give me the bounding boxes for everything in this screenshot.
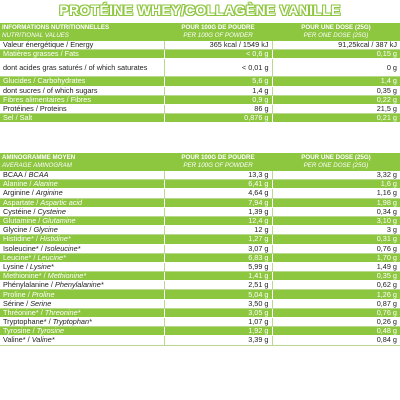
amino-value-per-dose: 0,87 g: [272, 299, 400, 308]
amino-acid-separator: /: [30, 326, 37, 336]
amino-value-per100g: 1,27 g: [164, 235, 272, 244]
amino-value-per100g: 1,92 g: [164, 327, 272, 336]
nutrition-header-col1: INFORMATIONS NUTRITIONNELLES NUTRITIONAL VALUES: [0, 23, 164, 41]
amino-value-per-dose: 1,6 g: [272, 180, 400, 189]
amino-acid-separator: /: [25, 289, 32, 299]
aminogram-row: [0, 290, 400, 299]
amino-value-per100g: 5,99 g: [164, 262, 272, 271]
amino-value-per-dose: 0,34 g: [272, 207, 400, 216]
amino-acid-separator: /: [29, 188, 36, 198]
amino-acid-name-fr: Lysine: [3, 262, 24, 271]
aminogram-table: [0, 153, 400, 346]
product-title: PROTÉINE WHEY/COLLAGÈNE VANILLE: [59, 2, 341, 18]
amino-acid-label: [0, 262, 164, 271]
amino-acid-name-en: Glycine: [33, 225, 58, 235]
nutrition-value-per100g: < 0,6 g: [164, 50, 272, 59]
amino-acid-separator: /: [48, 280, 55, 290]
amino-acid-label: [0, 235, 164, 244]
amino-acid-label: [0, 272, 164, 281]
nutrition-value-per-dose: 21,5 g: [272, 104, 400, 113]
amino-acid-name-en: Isoleucine*: [44, 244, 81, 253]
nutrition-row: [0, 114, 400, 123]
nutrition-row: [0, 95, 400, 104]
amino-acid-label: [0, 244, 164, 253]
amino-acid-name-fr: Leucine*: [3, 253, 32, 262]
nutrition-value-per-dose: 1,4 g: [272, 77, 400, 86]
amino-acid-name-fr: Cystéine: [3, 207, 32, 216]
amino-acid-separator: /: [36, 216, 43, 226]
amino-acid-separator: /: [25, 335, 32, 345]
nutrition-label: dont acides gras saturés / of which saturates: [0, 59, 164, 77]
aminogram-row: [0, 336, 400, 345]
amino-acid-name-en: Proline: [31, 289, 55, 299]
nutrition-table: [0, 23, 400, 123]
amino-value-per-dose: 1,26 g: [272, 290, 400, 299]
amino-value-per100g: 12 g: [164, 226, 272, 235]
aminogram-row: [0, 189, 400, 198]
aminogram-row: [0, 327, 400, 336]
aminogram-row: [0, 235, 400, 244]
amino-acid-name-en: Histidine*: [39, 234, 71, 244]
amino-acid-label: [0, 318, 164, 327]
amino-value-per100g: 6,41 g: [164, 180, 272, 189]
amino-acid-label: [0, 180, 164, 189]
amino-value-per-dose: 1,70 g: [272, 253, 400, 262]
aminogram-row: [0, 198, 400, 207]
amino-acid-name-en: Serine: [30, 299, 52, 308]
nutrition-label: dont sucres / of which sugars: [0, 86, 164, 95]
amino-acid-separator: /: [34, 198, 41, 207]
aminogram-header-col3: POUR UNE DOSE (25G) PER ONE DOSE (25G): [272, 153, 400, 171]
aminogram-row: [0, 216, 400, 225]
nutrition-row: [0, 86, 400, 95]
aminogram-row: [0, 281, 400, 290]
amino-acid-name-fr: Proline: [3, 289, 26, 299]
nutrition-header-col3: POUR UNE DOSE (25G) PER ONE DOSE (25G): [272, 23, 400, 41]
amino-acid-name-fr: Tryptophane*: [3, 317, 47, 327]
nutrition-row: [0, 50, 400, 59]
nutrition-value-per-dose: 0,21 g: [272, 114, 400, 123]
amino-acid-name-en: Leucine*: [37, 253, 66, 262]
amino-value-per100g: 12,4 g: [164, 216, 272, 225]
nutrition-value-per100g: 0,876 g: [164, 114, 272, 123]
amino-acid-name-en: Tyrosine: [36, 326, 65, 336]
amino-value-per-dose: 0,76 g: [272, 308, 400, 317]
amino-acid-name-fr: Glycine: [3, 225, 28, 235]
amino-value-per-dose: 0,76 g: [272, 244, 400, 253]
amino-acid-label: [0, 308, 164, 317]
nutrition-value-per100g: < 0,01 g: [164, 59, 272, 77]
amino-value-per100g: 3,07 g: [164, 244, 272, 253]
amino-acid-name-fr: Sérine: [3, 299, 25, 308]
amino-acid-label: [0, 189, 164, 198]
amino-acid-separator: /: [46, 317, 53, 327]
amino-acid-label: [0, 207, 164, 216]
amino-value-per100g: 2,51 g: [164, 281, 272, 290]
amino-acid-label: [0, 198, 164, 207]
aminogram-row: [0, 226, 400, 235]
amino-value-per-dose: 0,48 g: [272, 327, 400, 336]
aminogram-row: [0, 253, 400, 262]
amino-value-per-dose: 0,31 g: [272, 235, 400, 244]
amino-acid-separator: /: [38, 308, 45, 317]
nutrition-value-per100g: 365 kcal / 1549 kJ: [164, 41, 272, 50]
amino-value-per-dose: 1,49 g: [272, 262, 400, 271]
amino-acid-name-en: Alanine: [33, 179, 58, 189]
amino-acid-separator: /: [24, 299, 31, 308]
amino-acid-name-fr: Alanine: [3, 179, 28, 189]
amino-acid-name-en: Threonine*: [44, 308, 81, 317]
amino-acid-label: [0, 290, 164, 299]
amino-value-per100g: 3,50 g: [164, 299, 272, 308]
aminogram-row: [0, 299, 400, 308]
amino-value-per100g: 13,3 g: [164, 171, 272, 180]
nutrition-value-per-dose: 0 g: [272, 59, 400, 77]
nutrition-value-per100g: 5,6 g: [164, 77, 272, 86]
amino-acid-name-fr: Isoleucine*: [3, 244, 39, 253]
amino-value-per100g: 7,94 g: [164, 198, 272, 207]
nutrition-value-per100g: 1,4 g: [164, 86, 272, 95]
aminogram-row: [0, 207, 400, 216]
nutrition-label: Protéines / Proteins: [0, 104, 164, 113]
amino-acid-name-fr: Aspartate: [3, 198, 35, 207]
amino-acid-separator: /: [23, 262, 30, 271]
nutrition-value-per-dose: 0,35 g: [272, 86, 400, 95]
amino-value-per-dose: 3,32 g: [272, 171, 400, 180]
amino-acid-label: [0, 336, 164, 345]
amino-acid-name-en: Lysine*: [29, 262, 54, 271]
amino-acid-separator: /: [27, 179, 34, 189]
aminogram-header-col1: AMINOGRAMME MOYEN AVERAGE AMINOGRAM: [0, 153, 164, 171]
nutrition-value-per-dose: 0,15 g: [272, 50, 400, 59]
amino-acid-name-fr: Histidine*: [3, 234, 34, 244]
aminogram-row: [0, 262, 400, 271]
amino-value-per-dose: 1,16 g: [272, 189, 400, 198]
amino-acid-separator: /: [41, 271, 48, 281]
amino-acid-name-fr: Phénylalanine: [3, 280, 49, 290]
amino-value-per100g: 4,64 g: [164, 189, 272, 198]
amino-acid-label: [0, 327, 164, 336]
nutrition-row: [0, 59, 400, 77]
amino-value-per100g: 1,41 g: [164, 272, 272, 281]
amino-acid-name-fr: Methionine*: [3, 271, 42, 281]
nutrition-header-row: [0, 23, 400, 41]
amino-acid-name-en: Arginine: [35, 188, 63, 198]
amino-acid-name-en: Phenylalanine*: [54, 280, 104, 290]
amino-value-per100g: 6,83 g: [164, 253, 272, 262]
amino-acid-name-en: Aspartic acid: [40, 198, 83, 207]
amino-acid-separator: /: [31, 253, 38, 262]
amino-acid-name-en: Cysteine: [37, 207, 66, 216]
nutrition-row: [0, 77, 400, 86]
amino-acid-separator: /: [27, 225, 34, 235]
amino-acid-name-en: Valine*: [31, 335, 55, 345]
aminogram-header-row: [0, 153, 400, 171]
nutrition-row: [0, 41, 400, 50]
aminogram-row: [0, 171, 400, 180]
amino-acid-label: [0, 253, 164, 262]
nutrition-label: Sel / Salt: [0, 114, 164, 123]
amino-acid-separator: /: [38, 244, 45, 253]
amino-acid-name-en: Methionine*: [47, 271, 87, 281]
nutrition-label: Fibres alimentaires / Fibres: [0, 95, 164, 104]
amino-value-per-dose: 1,98 g: [272, 198, 400, 207]
aminogram-row: [0, 318, 400, 327]
aminogram-row: [0, 180, 400, 189]
nutrition-row: [0, 104, 400, 113]
amino-acid-name-fr: BCAA: [3, 171, 23, 180]
amino-acid-label: [0, 299, 164, 308]
amino-acid-label: [0, 281, 164, 290]
amino-acid-label: [0, 226, 164, 235]
nutrition-label: Valeur énergétique / Energy: [0, 41, 164, 50]
amino-acid-name-fr: Valine*: [3, 335, 26, 345]
amino-acid-separator: /: [31, 207, 38, 216]
nutrition-label: Glucides / Carbohydrates: [0, 77, 164, 86]
amino-value-per-dose: 3 g: [272, 226, 400, 235]
amino-acid-name-fr: Glutamine: [3, 216, 37, 226]
nutrition-value-per-dose: 0,22 g: [272, 95, 400, 104]
aminogram-row: [0, 244, 400, 253]
amino-acid-name-fr: Thréonine*: [3, 308, 39, 317]
amino-acid-name-fr: Tyrosine: [3, 326, 31, 336]
amino-value-per-dose: 0,26 g: [272, 318, 400, 327]
aminogram-row: [0, 272, 400, 281]
amino-value-per100g: 5,04 g: [164, 290, 272, 299]
amino-acid-label: [0, 171, 164, 180]
amino-acid-separator: /: [22, 171, 29, 180]
nutrition-label: Matières grasses / Fats: [0, 50, 164, 59]
amino-value-per100g: 3,05 g: [164, 308, 272, 317]
amino-value-per-dose: 0,62 g: [272, 281, 400, 290]
amino-acid-name-en: Tryptophan*: [52, 317, 92, 327]
amino-value-per100g: 1,07 g: [164, 318, 272, 327]
amino-value-per-dose: 3,10 g: [272, 216, 400, 225]
amino-acid-name-en: BCAA: [28, 171, 49, 180]
nutrition-header-col2: POUR 100G DE POUDRE PER 100G OF POWDER: [164, 23, 272, 41]
amino-acid-separator: /: [33, 234, 40, 244]
nutrition-value-per100g: 86 g: [164, 104, 272, 113]
amino-acid-name-en: Glutamine: [42, 216, 76, 226]
amino-value-per-dose: 0,84 g: [272, 336, 400, 345]
amino-value-per100g: 3,39 g: [164, 336, 272, 345]
nutrition-value-per-dose: 91,25kcal / 387 kJ: [272, 41, 400, 50]
amino-value-per-dose: 0,35 g: [272, 272, 400, 281]
amino-value-per100g: 1,39 g: [164, 207, 272, 216]
aminogram-row: [0, 308, 400, 317]
amino-acid-name-fr: Arginine: [3, 188, 30, 198]
amino-acid-label: [0, 216, 164, 225]
nutrition-value-per100g: 0,9 g: [164, 95, 272, 104]
aminogram-header-col2: POUR 100G DE POUDRE PER 100G OF POWDER: [164, 153, 272, 171]
